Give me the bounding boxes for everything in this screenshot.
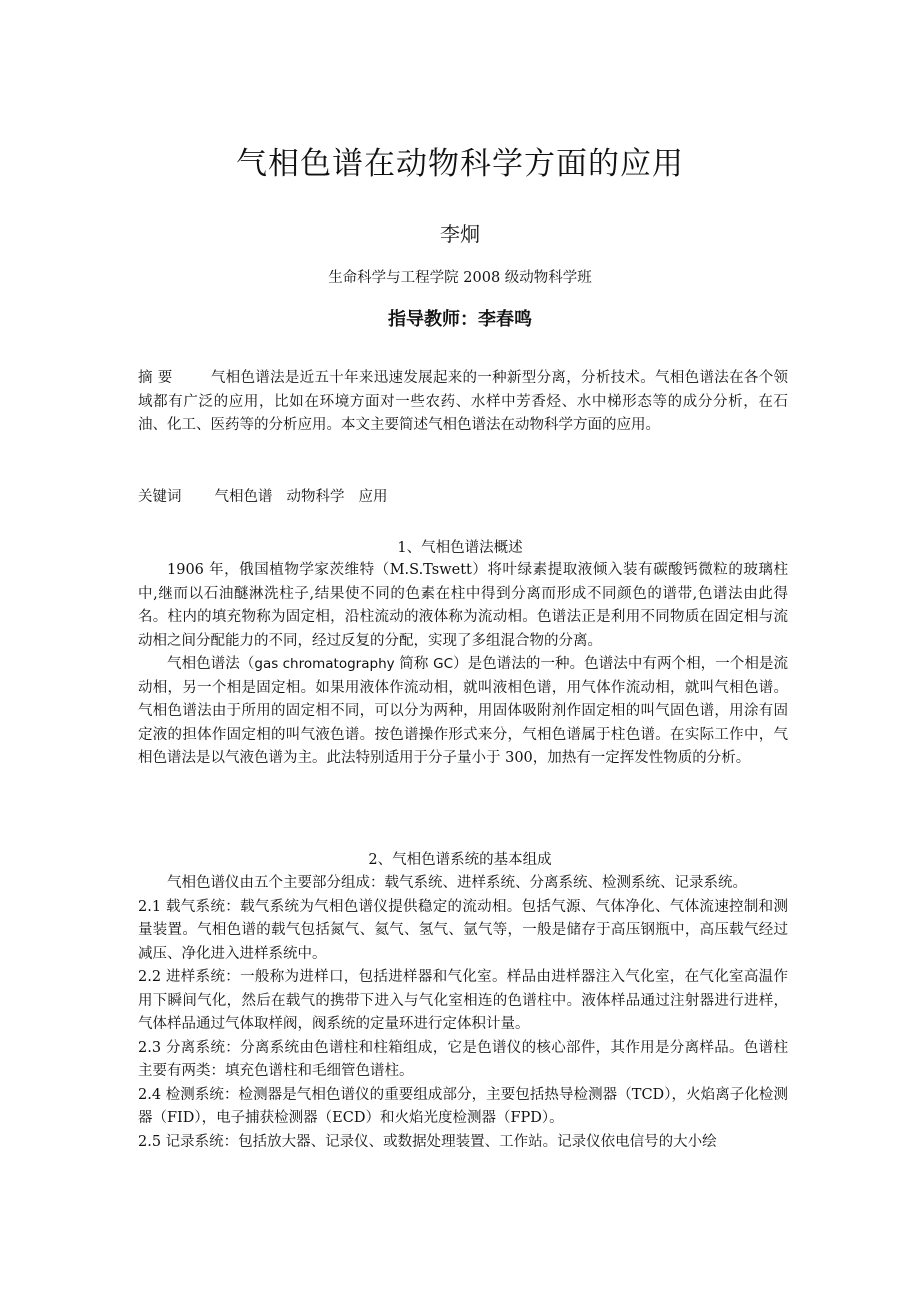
paragraph: 1906 年，俄国植物学家茨维特（M.S.Tswett）将叶绿素提取液倾入装有碳酸钙微粒的玻璃柱中,继而以石油醚淋洗柱子,结果使不同的色素在柱中得到分离而形成不同颜色的谱带,色谱法由此得名。柱内的填充物称为固定相，沿柱流动的液体称为流动相。色谱法正是利用不同物质在固定相与流动相之间分配能力的不同，经过反复的分配，实现了多组混合物的分离。: [138, 562, 788, 649]
section-body: [138, 872, 788, 1154]
english-term: gas chromatography: [254, 656, 395, 672]
abbreviation: GC: [433, 656, 453, 672]
section-body: [138, 559, 788, 771]
paragraph-text: 简称: [394, 656, 434, 672]
section-heading: 1、气相色谱法概述: [397, 540, 523, 556]
list-item: 2.3 分离系统：分离系统由色谱柱和柱箱组成，它是色谱仪的核心部件，其作用是分离样品。色谱柱主要有两类：填充色谱柱和毛细管色谱柱。: [138, 1039, 788, 1079]
keyword-item: 动物科学: [286, 489, 345, 505]
keyword-item: 气相色谱: [214, 489, 273, 505]
paragraph-text: ）是色谱法的一种。色谱法中有两个相，一个相是流动相，另一个相是固定相。如果用液体作流动相，就叫液相色谱，用气体作流动相，就叫气相色谱。气相色谱法由于所用的固定相不同，可以分为两种，用固体吸附剂作固定相的叫气固色谱，用涂有固定液的担体作固定相的叫气液色谱。按色谱操作形式来分，气相色谱属于柱色谱。在实际工作中，气相色谱法是以气液色谱为主。此法特别适用于分子量小于 300，加热有一定挥发性物质的分析。: [138, 656, 789, 766]
abstract-text: 气相色谱法是近五十年来迅速发展起来的一种新型分离，分析技术。气相色谱法在各个领域都有广泛的应用，比如在环境方面对一些农药、水样中芳香烃、水中梯形态等的成分分析，在石油、化工、医药等的分析应用。本文主要简述气相色谱法在动物科学方面的应用。: [138, 370, 788, 433]
advisor-line: 指导教师：李春鸣: [388, 309, 532, 330]
abstract: [138, 367, 788, 438]
keywords-label: 关键词: [138, 489, 182, 505]
author-affiliation: 生命科学与工程学院 2008 级动物科学班: [328, 270, 592, 286]
list-item: 2.5 记录系统：包括放大器、记录仪、或数据处理装置、工作站。记录仪依电信号的大小绘: [138, 1133, 717, 1150]
list-item: 2.1 载气系统：载气系统为气相色谱仪提供稳定的流动相。包括气源、气体净化、气体流速控制和测量装置。气相色谱的载气包括氮气、氦气、氢气、氩气等，一般是储存于高压钢瓶中，高压载气经过减压、净化进入进样系统中。: [138, 898, 788, 962]
abstract-label: 摘 要: [138, 370, 173, 386]
list-item: 2.2 进样系统：一般称为进样口，包括进样器和气化室。样品由进样器注入气化室，在气化室高温作用下瞬间气化，然后在载气的携带下进入与气化室相连的色谱柱中。液体样品通过注射器进行进样，气体样品通过气体取样阀，阀系统的定量环进行定体积计量。: [138, 969, 788, 1032]
keywords: [138, 486, 788, 510]
paper-title: 气相色谱在动物科学方面的应用: [236, 146, 684, 182]
section-heading: 2、气相色谱系统的基本组成: [368, 852, 552, 868]
paragraph: 气相色谱仪由五个主要部分组成：载气系统、进样系统、分离系统、检测系统、记录系统。: [167, 875, 747, 891]
paragraph: [138, 653, 788, 771]
paragraph-text: 气相色谱法（: [167, 656, 255, 672]
author-name: 李炯: [440, 222, 480, 246]
list-item: 2.4 检测系统：检测器是气相色谱仪的重要组成部分，主要包括热导检测器（TCD），火焰离子化检测器（FID），电子捕获检测器（ECD）和火焰光度检测器（FPD）。: [138, 1086, 788, 1126]
keyword-item: 应用: [358, 489, 388, 505]
